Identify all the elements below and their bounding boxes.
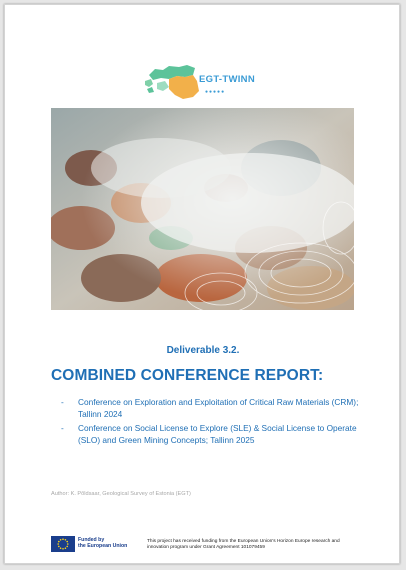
funded-line-2: the European Union xyxy=(78,543,128,550)
conference-item-text: Conference on Social License to Explore (SLE) & Social License to Operate (SLO) and Green Mining Concepts; Tallinn 2025 xyxy=(78,422,357,446)
eu-flag-icon xyxy=(51,536,75,552)
deliverable-label: Deliverable 3.2. xyxy=(166,345,240,356)
funded-by-eu-label xyxy=(78,537,127,549)
logo-dots: ●●●●● xyxy=(205,89,226,95)
conference-item xyxy=(61,422,366,447)
egt-twinn-logo xyxy=(143,61,267,103)
conference-item-text: Conference on Exploration and Exploitation of Critical Raw Materials (CRM); Tallinn 2024 xyxy=(78,397,359,420)
report-title: COMBINED CONFERENCE REPORT: xyxy=(51,367,324,384)
conference-item xyxy=(61,396,366,421)
author-line: Author: K. Põldsaar, Geological Survey of Estonia (EGT) xyxy=(51,491,191,497)
logo-text: EGT-TWINN xyxy=(199,74,255,85)
estonia-map-icon xyxy=(143,61,203,103)
funding-statement: This project has received funding from the European Union's Horizon Europe research and innovation program under Grant Agreement 101079459 xyxy=(147,539,340,550)
bullet-dash: - xyxy=(61,422,64,433)
funding-footer xyxy=(51,534,357,556)
funded-line-1: Funded by xyxy=(78,537,105,543)
cover-photo xyxy=(51,108,354,310)
document-page xyxy=(4,4,400,564)
conference-list xyxy=(61,396,366,448)
bullet-dash: - xyxy=(61,397,64,407)
